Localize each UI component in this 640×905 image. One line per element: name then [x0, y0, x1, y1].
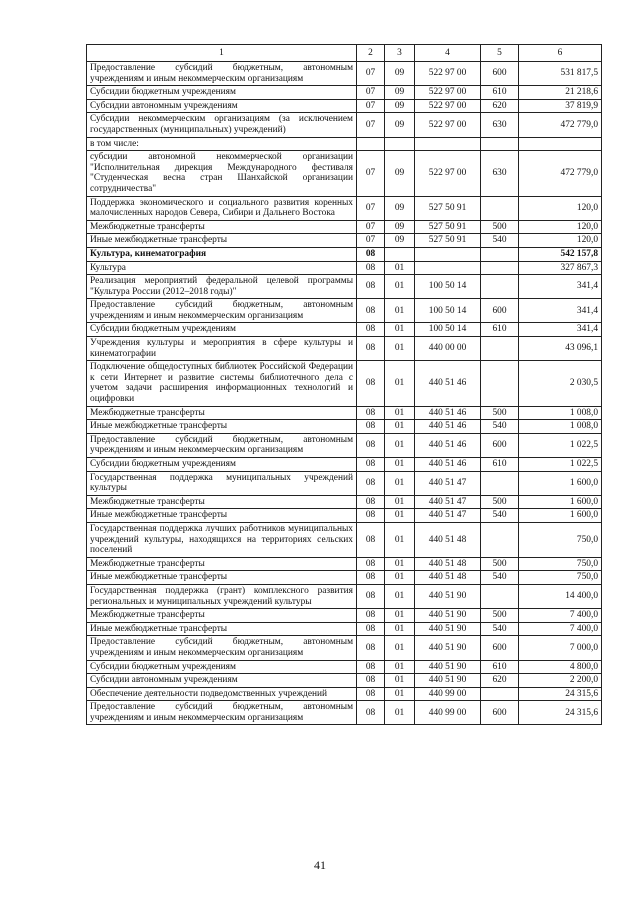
row-subsection: 01	[385, 323, 415, 337]
header-amount: 6	[519, 45, 602, 62]
row-expense-type: 540	[481, 234, 519, 248]
row-name: Учреждения культуры и мероприятия в сфере культуры и кинематографии	[87, 337, 357, 361]
table-row	[87, 622, 602, 636]
row-subsection: 01	[385, 337, 415, 361]
row-amount: 120,0	[519, 196, 602, 220]
row-subsection: 09	[385, 196, 415, 220]
row-name: Иные межбюджетные трансферты	[87, 420, 357, 434]
row-amount: 37 819,9	[519, 99, 602, 113]
row-amount: 7 400,0	[519, 622, 602, 636]
row-subsection	[385, 247, 415, 261]
header-name: 1	[87, 45, 357, 62]
row-expense-type	[481, 275, 519, 299]
row-subsection: 09	[385, 234, 415, 248]
row-amount: 120,0	[519, 234, 602, 248]
row-section: 08	[357, 458, 385, 472]
row-target-article: 440 99 00	[415, 701, 481, 725]
row-name: Государственная поддержка (грант) комплексного развития региональных и муниципальных учреждений культуры	[87, 584, 357, 608]
row-expense-type: 500	[481, 557, 519, 571]
row-target-article: 440 51 90	[415, 622, 481, 636]
row-section: 08	[357, 323, 385, 337]
row-subsection: 01	[385, 471, 415, 495]
table-row	[87, 261, 602, 275]
table-row	[87, 220, 602, 234]
table-row	[87, 299, 602, 323]
row-section: 08	[357, 471, 385, 495]
row-section: 07	[357, 196, 385, 220]
row-subsection: 01	[385, 361, 415, 406]
row-section: 07	[357, 151, 385, 196]
row-amount: 750,0	[519, 557, 602, 571]
row-name: Субсидии бюджетным учреждениям	[87, 323, 357, 337]
row-section: 07	[357, 113, 385, 137]
row-subsection: 01	[385, 433, 415, 457]
row-amount: 750,0	[519, 571, 602, 585]
row-name: Межбюджетные трансферты	[87, 406, 357, 420]
row-target-article: 440 51 46	[415, 458, 481, 472]
table-row	[87, 522, 602, 557]
row-expense-type	[481, 584, 519, 608]
row-name: Реализация мероприятий федеральной целевой программы "Культура России (2012–2018 годы)"	[87, 275, 357, 299]
row-section: 08	[357, 571, 385, 585]
row-target-article: 100 50 14	[415, 275, 481, 299]
row-amount: 341,4	[519, 275, 602, 299]
row-section: 07	[357, 220, 385, 234]
row-subsection: 01	[385, 509, 415, 523]
row-section: 07	[357, 234, 385, 248]
row-subsection: 01	[385, 522, 415, 557]
header-section: 2	[357, 45, 385, 62]
row-amount: 1 008,0	[519, 406, 602, 420]
row-section: 08	[357, 247, 385, 261]
row-target-article: 440 51 47	[415, 509, 481, 523]
row-target-article: 527 50 91	[415, 220, 481, 234]
row-section: 08	[357, 275, 385, 299]
table-row	[87, 337, 602, 361]
table-row	[87, 609, 602, 623]
table-row	[87, 137, 602, 151]
row-expense-type	[481, 471, 519, 495]
table-row	[87, 323, 602, 337]
row-section: 08	[357, 420, 385, 434]
table-row	[87, 86, 602, 100]
row-amount: 14 400,0	[519, 584, 602, 608]
row-expense-type: 540	[481, 571, 519, 585]
row-amount: 531 817,5	[519, 62, 602, 86]
row-section: 08	[357, 660, 385, 674]
row-subsection: 01	[385, 406, 415, 420]
row-amount: 1 022,5	[519, 433, 602, 457]
row-section: 08	[357, 622, 385, 636]
row-target-article: 100 50 14	[415, 323, 481, 337]
row-amount: 2 030,5	[519, 361, 602, 406]
row-name: Субсидии автономным учреждениям	[87, 674, 357, 688]
row-target-article: 522 97 00	[415, 86, 481, 100]
table-row	[87, 151, 602, 196]
row-target-article: 522 97 00	[415, 113, 481, 137]
table-row	[87, 433, 602, 457]
table-row	[87, 234, 602, 248]
row-target-article: 440 51 47	[415, 495, 481, 509]
row-target-article: 440 51 90	[415, 584, 481, 608]
row-expense-type: 540	[481, 420, 519, 434]
row-name: Государственная поддержка муниципальных учреждений культуры	[87, 471, 357, 495]
row-target-article: 527 50 91	[415, 234, 481, 248]
table-row	[87, 557, 602, 571]
row-subsection: 01	[385, 275, 415, 299]
row-subsection: 01	[385, 701, 415, 725]
row-expense-type	[481, 361, 519, 406]
row-name: Субсидии бюджетным учреждениям	[87, 660, 357, 674]
row-name: в том числе:	[87, 137, 357, 151]
row-section: 08	[357, 337, 385, 361]
row-name: субсидии автономной некоммерческой организации "Исполнительная дирекция Международного фестиваля "Студенческая весна стран Шанхайской организации сотрудничества"	[87, 151, 357, 196]
row-name: Межбюджетные трансферты	[87, 220, 357, 234]
row-expense-type	[481, 196, 519, 220]
table-header-row	[87, 45, 602, 62]
row-subsection: 09	[385, 113, 415, 137]
row-amount: 43 096,1	[519, 337, 602, 361]
row-amount: 472 779,0	[519, 113, 602, 137]
table-row	[87, 458, 602, 472]
row-section: 08	[357, 261, 385, 275]
table-row	[87, 361, 602, 406]
row-subsection: 09	[385, 151, 415, 196]
row-amount: 327 867,3	[519, 261, 602, 275]
row-name: Субсидии некоммерческим организациям (за исключением государственных (муниципальных) учреждений)	[87, 113, 357, 137]
row-expense-type	[481, 687, 519, 701]
table-row	[87, 584, 602, 608]
row-amount: 1 022,5	[519, 458, 602, 472]
row-amount: 1 008,0	[519, 420, 602, 434]
row-amount: 341,4	[519, 323, 602, 337]
row-name: Предоставление субсидий бюджетным, автономным учреждениям и иным некоммерческим организациям	[87, 433, 357, 457]
row-section: 08	[357, 433, 385, 457]
row-target-article: 440 00 00	[415, 337, 481, 361]
table-row	[87, 660, 602, 674]
row-name: Субсидии бюджетным учреждениям	[87, 86, 357, 100]
row-expense-type: 630	[481, 151, 519, 196]
row-name: Межбюджетные трансферты	[87, 495, 357, 509]
row-name: Субсидии автономным учреждениям	[87, 99, 357, 113]
row-target-article: 522 97 00	[415, 62, 481, 86]
row-expense-type: 600	[481, 62, 519, 86]
row-target-article: 440 51 46	[415, 420, 481, 434]
row-expense-type: 610	[481, 458, 519, 472]
row-amount: 4 800,0	[519, 660, 602, 674]
header-target-article: 4	[415, 45, 481, 62]
row-expense-type: 620	[481, 674, 519, 688]
row-expense-type	[481, 137, 519, 151]
row-expense-type: 610	[481, 323, 519, 337]
row-expense-type: 500	[481, 495, 519, 509]
row-name: Предоставление субсидий бюджетным, автономным учреждениям и иным некоммерческим организациям	[87, 62, 357, 86]
row-name: Иные межбюджетные трансферты	[87, 234, 357, 248]
row-name: Межбюджетные трансферты	[87, 609, 357, 623]
table-row	[87, 495, 602, 509]
row-amount: 1 600,0	[519, 495, 602, 509]
row-amount: 1 600,0	[519, 471, 602, 495]
page-number: 41	[314, 858, 326, 872]
row-section: 08	[357, 509, 385, 523]
row-target-article	[415, 247, 481, 261]
row-section: 07	[357, 62, 385, 86]
row-subsection: 01	[385, 571, 415, 585]
row-subsection: 01	[385, 261, 415, 275]
row-amount: 542 157,8	[519, 247, 602, 261]
row-amount: 7 000,0	[519, 636, 602, 660]
row-section: 08	[357, 609, 385, 623]
row-section: 07	[357, 99, 385, 113]
row-section: 08	[357, 687, 385, 701]
row-target-article: 440 51 47	[415, 471, 481, 495]
row-amount: 24 315,6	[519, 687, 602, 701]
row-expense-type: 500	[481, 609, 519, 623]
row-expense-type: 600	[481, 299, 519, 323]
row-name: Подключение общедоступных библиотек Российской Федерации к сети Интернет и развитие системы библиотечного дела с учетом задачи расширения информационных технологий и оцифровки	[87, 361, 357, 406]
row-target-article: 100 50 14	[415, 299, 481, 323]
row-subsection: 01	[385, 636, 415, 660]
row-expense-type: 540	[481, 509, 519, 523]
row-target-article: 440 99 00	[415, 687, 481, 701]
table-row	[87, 196, 602, 220]
row-expense-type: 500	[481, 406, 519, 420]
table-row	[87, 275, 602, 299]
row-expense-type	[481, 522, 519, 557]
budget-table	[86, 44, 602, 725]
row-subsection: 01	[385, 584, 415, 608]
row-target-article: 440 51 90	[415, 609, 481, 623]
row-name: Иные межбюджетные трансферты	[87, 509, 357, 523]
row-amount: 750,0	[519, 522, 602, 557]
row-section: 08	[357, 522, 385, 557]
row-name: Обеспечение деятельности подведомственных учреждений	[87, 687, 357, 701]
row-expense-type: 600	[481, 636, 519, 660]
table-row	[87, 99, 602, 113]
row-target-article: 440 51 48	[415, 557, 481, 571]
row-section	[357, 137, 385, 151]
row-target-article: 440 51 46	[415, 361, 481, 406]
row-section: 08	[357, 361, 385, 406]
row-target-article: 440 51 48	[415, 522, 481, 557]
table-row	[87, 509, 602, 523]
row-expense-type	[481, 247, 519, 261]
row-target-article: 522 97 00	[415, 99, 481, 113]
row-target-article: 527 50 91	[415, 196, 481, 220]
row-expense-type: 540	[481, 622, 519, 636]
row-expense-type: 610	[481, 660, 519, 674]
row-amount: 2 200,0	[519, 674, 602, 688]
row-target-article: 440 51 90	[415, 636, 481, 660]
row-section: 08	[357, 495, 385, 509]
header-expense-type: 5	[481, 45, 519, 62]
row-section: 08	[357, 674, 385, 688]
row-name: Государственная поддержка лучших работников муниципальных учреждений культуры, находящихся на территориях сельских поселений	[87, 522, 357, 557]
row-subsection: 01	[385, 557, 415, 571]
row-subsection: 09	[385, 62, 415, 86]
table-row	[87, 62, 602, 86]
table-row	[87, 636, 602, 660]
row-section: 07	[357, 86, 385, 100]
table-row	[87, 113, 602, 137]
row-target-article	[415, 137, 481, 151]
row-subsection: 09	[385, 99, 415, 113]
table-row	[87, 701, 602, 725]
row-expense-type	[481, 261, 519, 275]
row-expense-type: 600	[481, 433, 519, 457]
table-row	[87, 420, 602, 434]
row-subsection: 01	[385, 458, 415, 472]
row-name: Предоставление субсидий бюджетным, автономным учреждениям и иным некоммерческим организациям	[87, 299, 357, 323]
row-expense-type: 500	[481, 220, 519, 234]
row-section: 08	[357, 557, 385, 571]
row-subsection: 01	[385, 299, 415, 323]
row-subsection	[385, 137, 415, 151]
row-target-article: 440 51 90	[415, 674, 481, 688]
row-amount	[519, 137, 602, 151]
row-section: 08	[357, 406, 385, 420]
row-expense-type: 610	[481, 86, 519, 100]
row-name: Культура, кинематография	[87, 247, 357, 261]
row-name: Предоставление субсидий бюджетным, автономным учреждениям и иным некоммерческим организациям	[87, 636, 357, 660]
table-row	[87, 687, 602, 701]
row-amount: 341,4	[519, 299, 602, 323]
row-name: Поддержка экономического и социального развития коренных малочисленных народов Севера, Сибири и Дальнего Востока	[87, 196, 357, 220]
row-target-article	[415, 261, 481, 275]
row-subsection: 01	[385, 495, 415, 509]
row-subsection: 01	[385, 674, 415, 688]
row-expense-type	[481, 337, 519, 361]
row-amount: 120,0	[519, 220, 602, 234]
row-name: Иные межбюджетные трансферты	[87, 571, 357, 585]
table-body	[87, 62, 602, 725]
row-amount: 472 779,0	[519, 151, 602, 196]
row-subsection: 01	[385, 420, 415, 434]
row-target-article: 440 51 48	[415, 571, 481, 585]
header-subsection: 3	[385, 45, 415, 62]
table-row	[87, 674, 602, 688]
row-subsection: 09	[385, 86, 415, 100]
row-subsection: 01	[385, 687, 415, 701]
row-subsection: 01	[385, 609, 415, 623]
row-subsection: 09	[385, 220, 415, 234]
row-amount: 7 400,0	[519, 609, 602, 623]
row-amount: 21 218,6	[519, 86, 602, 100]
row-section: 08	[357, 584, 385, 608]
table-row	[87, 571, 602, 585]
row-name: Субсидии бюджетным учреждениям	[87, 458, 357, 472]
row-name: Иные межбюджетные трансферты	[87, 622, 357, 636]
row-amount: 24 315,6	[519, 701, 602, 725]
row-name: Предоставление субсидий бюджетным, автономным учреждениям и иным некоммерческим организациям	[87, 701, 357, 725]
table-row	[87, 406, 602, 420]
row-expense-type: 630	[481, 113, 519, 137]
table-row	[87, 471, 602, 495]
row-target-article: 440 51 90	[415, 660, 481, 674]
row-subsection: 01	[385, 660, 415, 674]
row-expense-type: 600	[481, 701, 519, 725]
row-target-article: 440 51 46	[415, 433, 481, 457]
row-name: Межбюджетные трансферты	[87, 557, 357, 571]
row-section: 08	[357, 299, 385, 323]
row-subsection: 01	[385, 622, 415, 636]
row-section: 08	[357, 636, 385, 660]
row-expense-type: 620	[481, 99, 519, 113]
row-section: 08	[357, 701, 385, 725]
row-target-article: 440 51 46	[415, 406, 481, 420]
row-name: Культура	[87, 261, 357, 275]
row-amount: 1 600,0	[519, 509, 602, 523]
row-target-article: 522 97 00	[415, 151, 481, 196]
table-row	[87, 247, 602, 261]
